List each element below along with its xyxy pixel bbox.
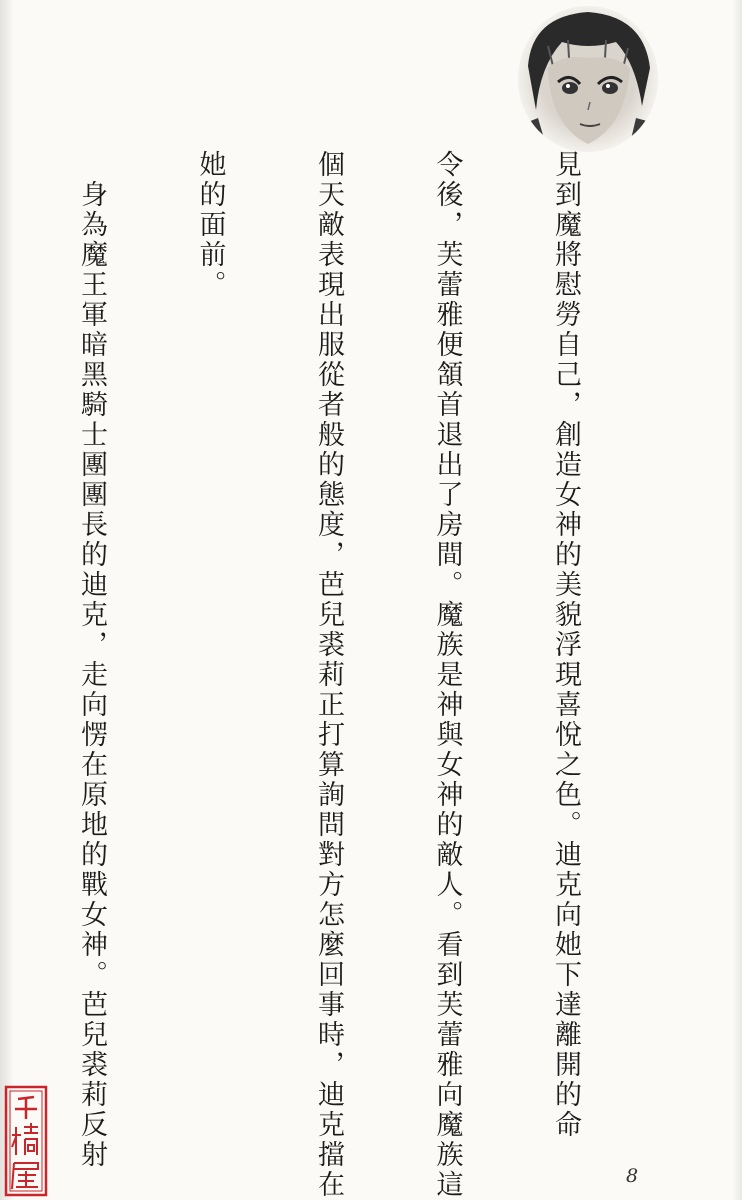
character-portrait (518, 6, 658, 152)
text-line: 個天敵表現出服從者般的態度，芭兒裘莉正打算詢問對方怎麼回事時，迪克擋在 (313, 150, 344, 1200)
text-line: 見到魔將慰勞自己，創造女神的美貌浮現喜悅之色。迪克向她下達離開的命 (550, 150, 581, 1140)
text-line: 她的面前。 (194, 150, 226, 300)
portrait-illustration (518, 6, 658, 152)
publisher-seal (4, 1085, 48, 1197)
body-text (0, 150, 664, 1200)
page-edge-shadow-right (732, 0, 742, 1200)
page-number: 8 (626, 1165, 639, 1187)
text-line: 令後，芙蕾雅便頷首退出了房間。魔族是神與女神的敵人。看到芙蕾雅向魔族這 (431, 150, 463, 1200)
text-line: 身為魔王軍暗黑騎士團團長的迪克，走向愣在原地的戰女神。芭兒裘莉反射 (76, 150, 107, 1170)
